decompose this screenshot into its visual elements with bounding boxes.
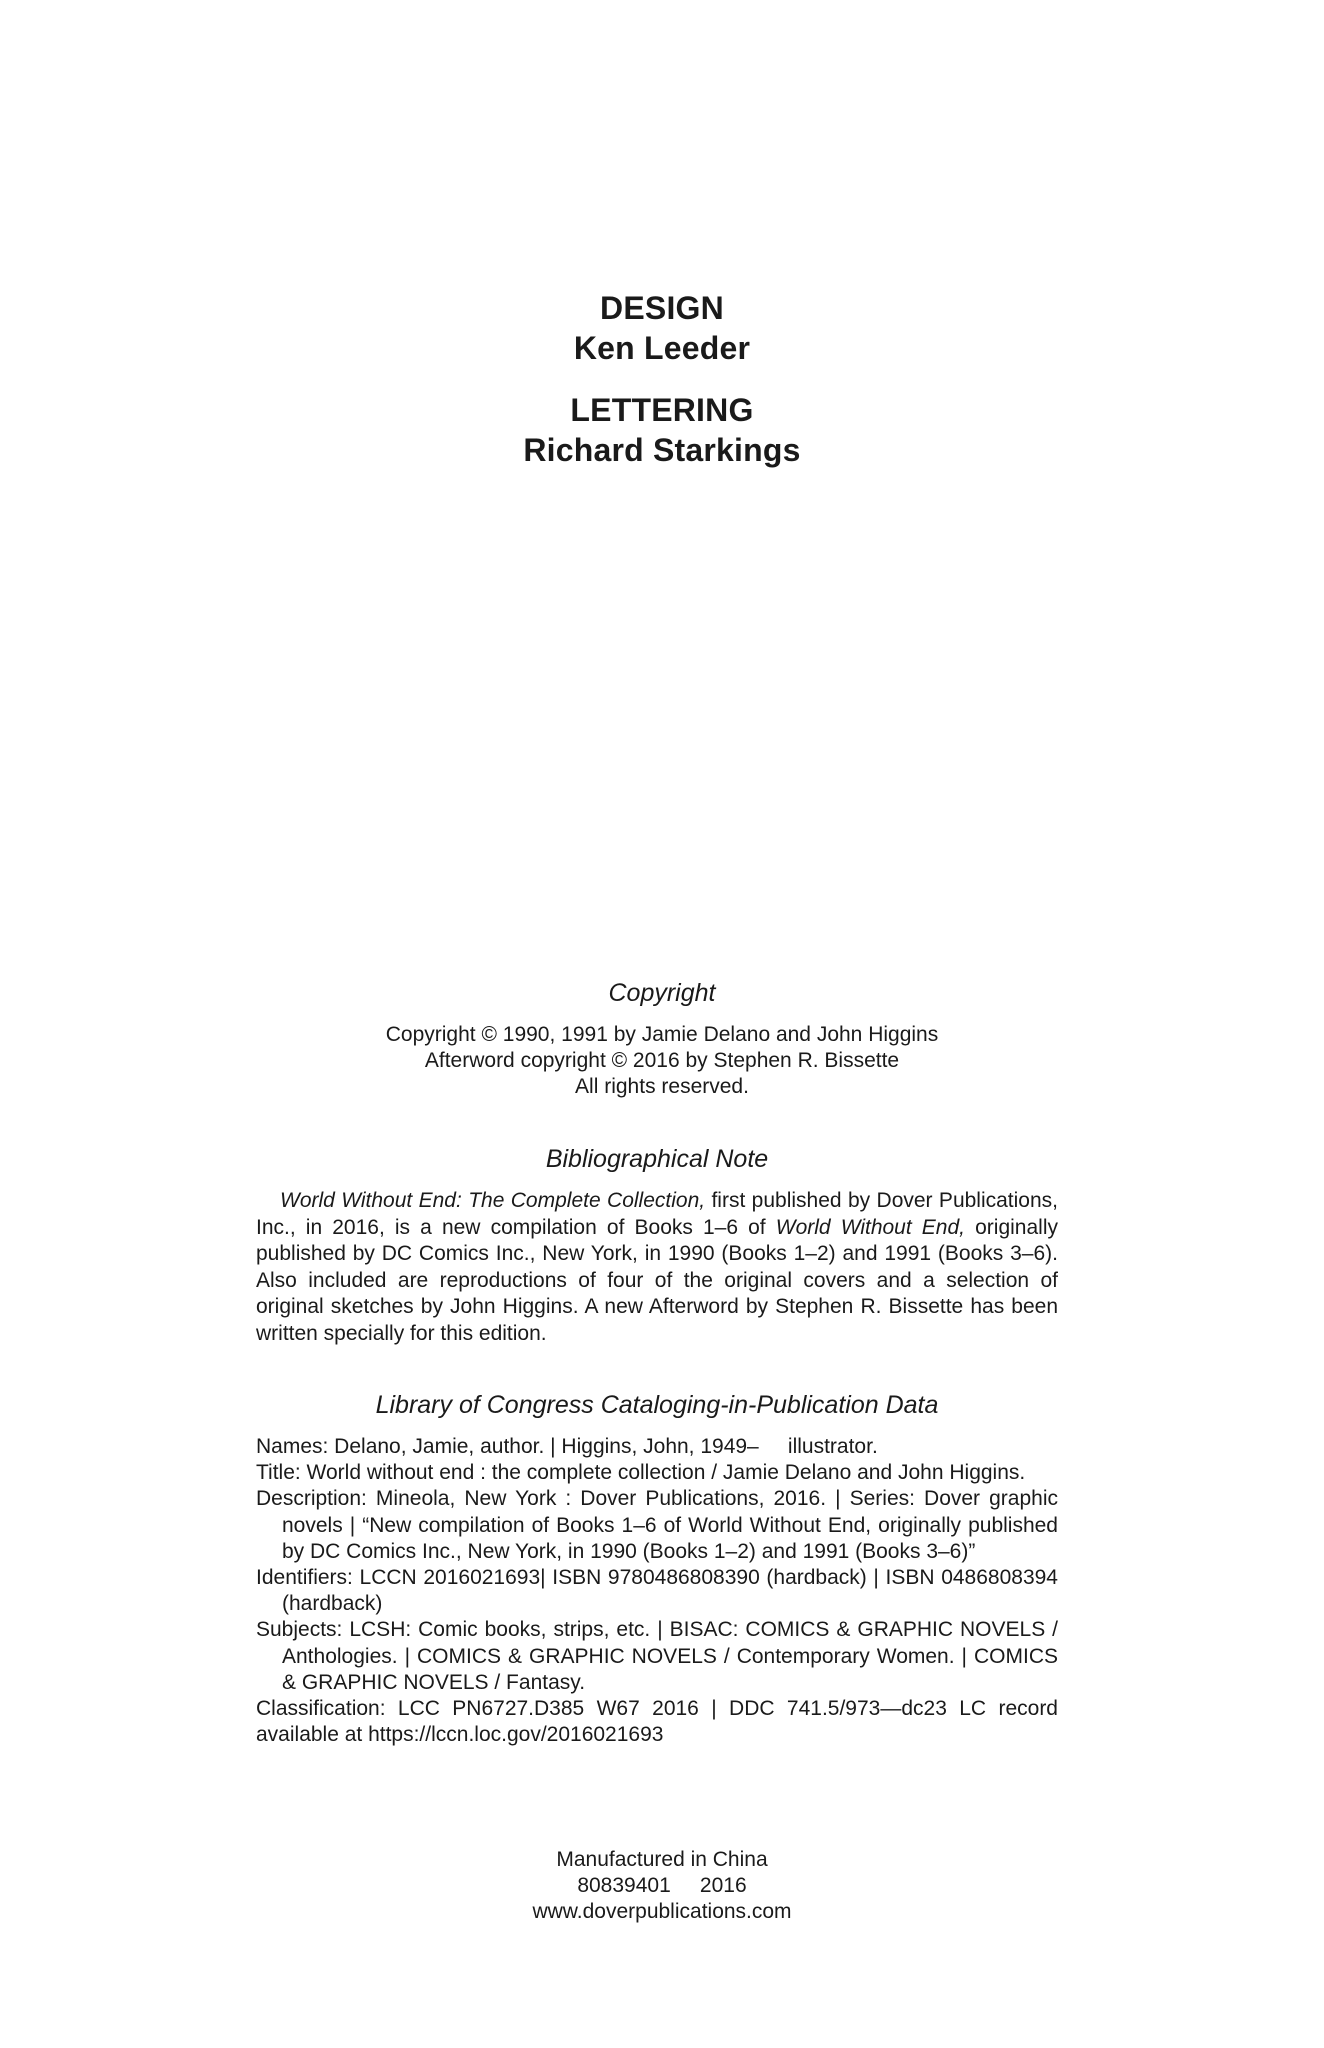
cip-subjects: Subjects: LCSH: Comic books, strips, etc. | BISAC: COMICS & GRAPHIC NOVELS / Anthologies. | COMICS & GRAPHIC NOVELS / Contemporary Women. | COMICS & GRAPHIC NOVELS / Fantasy. [256,1618,1058,1694]
note-text-part-2: originally published by DC Comics Inc., New York, in 1990 (Books 1–2) and 1991 (Books 3–6). Also included are reproductions of four of the original covers and a selection of original sketches by John Higgins. A new Afterword by Stephen R. Bissette has been written specially for this edition. [256,1215,1058,1345]
website-link[interactable]: www.doverpublications.com [532,1900,792,1923]
manufactured-line: Manufactured in China [556,1848,768,1871]
design-role: DESIGN [600,290,724,326]
cip-description: Description: Mineola, New York : Dover Publications, 2016. | Series: Dover graphic novels | “New compilation of Books 1–6 of World Without End, originally published by DC Comics Inc., New York, in 1990 (Books 1–2) and 1991 (Books 3–6)” [256,1487,1058,1563]
cip-identifiers: Identifiers: LCCN 2016021693| ISBN 9780486808390 (hardback) | ISBN 0486808394 (hardback) [256,1566,1058,1616]
lettering-credit [0,390,1324,470]
credits-section [0,288,1324,492]
lettering-role: LETTERING [570,392,754,428]
cip-title: Title: World without end : the complete collection / Jamie Delano and John Higgins. [256,1461,1026,1485]
rights-reserved-line: All rights reserved. [575,1075,749,1098]
bibliographical-note-section [256,1144,1058,1347]
cip-heading: Library of Congress Cataloging-in-Publication Data [375,1391,939,1419]
print-code-line: 80839401 2016 [577,1874,747,1897]
cip-data-section [256,1390,1058,1748]
series-title-italic: World Without End, [775,1215,966,1239]
afterword-copyright-line: Afterword copyright © 2016 by Stephen R. Bissette [424,1049,900,1072]
lettering-name: Richard Starkings [523,432,801,468]
copyright-line: Copyright © 1990, 1991 by Jamie Delano and John Higgins [385,1023,939,1046]
book-title-italic: World Without End: The Complete Collection, [280,1189,706,1212]
cip-classification: Classification: LCC PN6727.D385 W67 2016 | DDC 741.5/973—dc23 LC record available at https://lccn.loc.gov/2016021693 [256,1697,1058,1747]
bibliographical-note-text [256,1188,1058,1347]
copyright-heading: Copyright [608,979,716,1007]
design-credit [0,288,1324,368]
cip-names: Names: Delano, Jamie, author. | Higgins, John, 1949– illustrator. [256,1435,878,1458]
bibliographical-note-heading: Bibliographical Note [545,1145,769,1173]
note-text-part-1: first published by Dover Publications, Inc., in 2016, is a new compilation of Books 1–6 of [256,1189,1058,1239]
footer-section [0,1847,1324,1925]
design-name: Ken Leeder [573,330,751,366]
copyright-section [0,978,1324,1100]
